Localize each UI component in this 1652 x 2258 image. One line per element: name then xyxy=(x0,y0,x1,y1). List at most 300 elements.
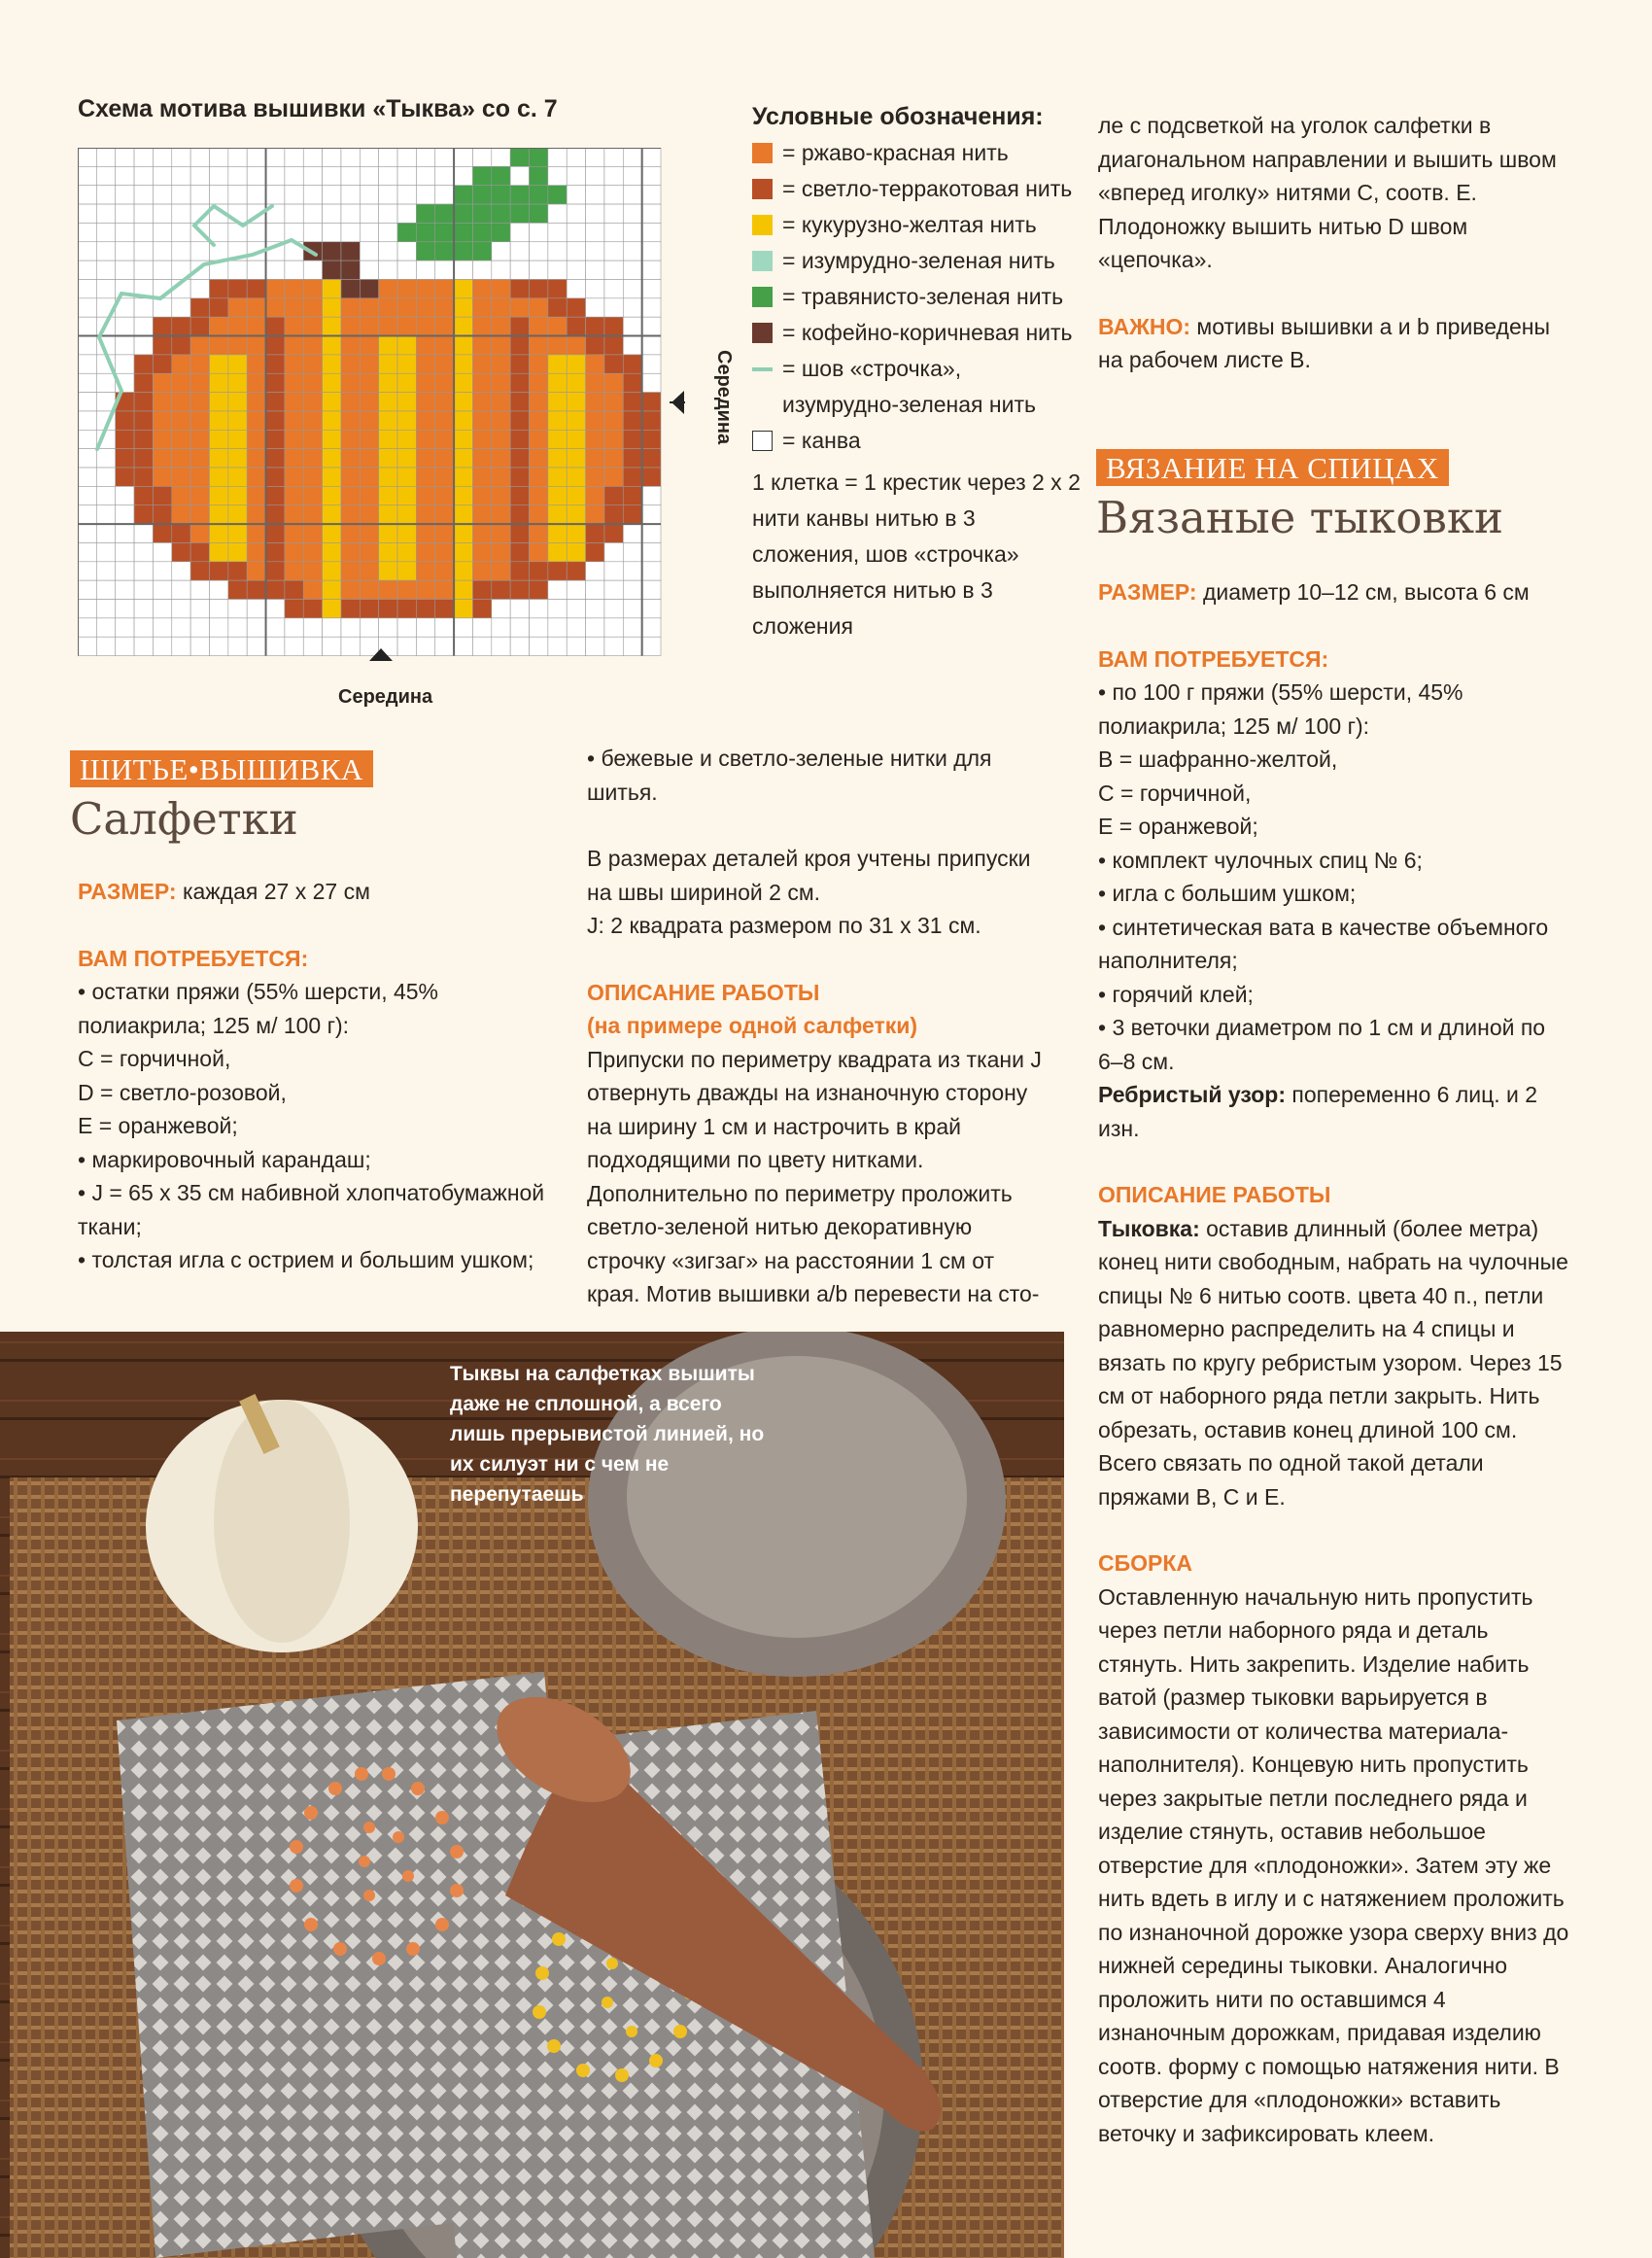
assembly-label: СБОРКА xyxy=(1098,1550,1193,1576)
chart-cell xyxy=(209,637,227,655)
chart-cell xyxy=(379,298,397,317)
chart-cell xyxy=(642,373,661,392)
chart-cell xyxy=(341,355,360,373)
chart-cell xyxy=(209,336,227,355)
chart-cell xyxy=(341,393,360,411)
chart-cell xyxy=(190,580,209,599)
chart-cell xyxy=(285,317,303,335)
chart-cell xyxy=(586,148,604,166)
chart-cell xyxy=(623,505,641,524)
chart-cell xyxy=(266,298,285,317)
chart-cell xyxy=(567,468,585,486)
chart-cell xyxy=(247,166,265,185)
chart-cell xyxy=(153,600,171,618)
chart-cell xyxy=(190,430,209,448)
chart-cell xyxy=(247,486,265,504)
chart-cell xyxy=(172,618,190,637)
chart-cell xyxy=(586,524,604,542)
chart-cell xyxy=(379,468,397,486)
chart-cell xyxy=(190,298,209,317)
chart-cell xyxy=(530,355,548,373)
legend-item-label: = кукурузно-желтая нить xyxy=(782,212,1037,237)
chart-cell xyxy=(586,204,604,223)
chart-cell xyxy=(341,279,360,297)
chart-cell xyxy=(228,580,247,599)
chart-cell xyxy=(492,298,510,317)
chart-cell xyxy=(285,166,303,185)
chart-cell xyxy=(510,148,529,166)
chart-cell xyxy=(435,468,454,486)
chart-cell xyxy=(642,430,661,448)
chart-cell xyxy=(323,580,341,599)
chart-cell xyxy=(247,542,265,561)
chart-cell xyxy=(228,430,247,448)
chart-cell xyxy=(247,261,265,279)
chart-cell xyxy=(78,298,96,317)
chart-cell xyxy=(548,317,567,335)
chart-cell xyxy=(190,600,209,618)
chart-cell xyxy=(567,393,585,411)
legend-item xyxy=(752,135,1083,171)
chart-cell xyxy=(548,166,567,185)
chart-cell xyxy=(623,223,641,241)
chart-cell xyxy=(360,411,378,430)
chart-cell xyxy=(323,355,341,373)
chart-cell xyxy=(642,562,661,580)
chart-cell xyxy=(360,223,378,241)
chart-cell xyxy=(303,223,322,241)
chart-title: Схема мотива вышивки «Тыква» со с. 7 xyxy=(78,95,558,122)
chart-cell xyxy=(623,298,641,317)
chart-cell xyxy=(642,223,661,241)
chart-cell xyxy=(567,505,585,524)
chart-cell xyxy=(510,298,529,317)
chart-cell xyxy=(116,524,134,542)
chart-cell xyxy=(285,393,303,411)
chart-cell xyxy=(360,148,378,166)
chart-cell xyxy=(172,562,190,580)
chart-cell xyxy=(134,186,153,204)
chart-cell xyxy=(360,355,378,373)
chart-cell xyxy=(360,393,378,411)
chart-cell xyxy=(492,618,510,637)
chart-cell xyxy=(548,486,567,504)
chart-cell xyxy=(397,505,416,524)
chart-cell xyxy=(153,580,171,599)
chart-cell xyxy=(116,618,134,637)
chart-cell xyxy=(134,411,153,430)
chart-cell xyxy=(416,204,434,223)
list-item: • толстая игла с острием и большим ушком; xyxy=(78,1247,534,1272)
chart-cell xyxy=(303,449,322,468)
chart-cell xyxy=(435,204,454,223)
chart-cell xyxy=(379,505,397,524)
chart-cell xyxy=(190,373,209,392)
chart-cell xyxy=(379,242,397,261)
chart-cell xyxy=(567,298,585,317)
chart-cell xyxy=(379,562,397,580)
chart-cell xyxy=(303,336,322,355)
chart-cell xyxy=(548,148,567,166)
legend-item-line xyxy=(752,351,1083,423)
chart-cell xyxy=(360,430,378,448)
chart-cell xyxy=(416,411,434,430)
chart-cell xyxy=(303,261,322,279)
knitting-category-band: ВЯЗАНИЕ НА СПИЦАХ xyxy=(1096,449,1449,486)
chart-cell xyxy=(323,373,341,392)
list-item: • маркировочный карандаш; xyxy=(78,1146,371,1172)
chart-cell xyxy=(190,449,209,468)
chart-cell xyxy=(266,411,285,430)
napkins-needs-label: ВАМ ПОТРЕБУЕТСЯ: xyxy=(78,945,309,971)
chart-cell xyxy=(642,355,661,373)
chart-cell xyxy=(266,542,285,561)
chart-cell xyxy=(416,393,434,411)
chart-cell xyxy=(548,261,567,279)
chart-cell xyxy=(134,148,153,166)
chart-cell xyxy=(623,637,641,655)
chart-cell xyxy=(266,505,285,524)
chart-cell xyxy=(190,336,209,355)
color-swatch xyxy=(752,215,773,235)
chart-cell xyxy=(397,542,416,561)
chart-cell xyxy=(172,505,190,524)
chart-cell xyxy=(247,505,265,524)
chart-cell xyxy=(228,336,247,355)
chart-cell xyxy=(285,580,303,599)
chart-cell xyxy=(323,242,341,261)
chart-cell xyxy=(530,261,548,279)
chart-cell xyxy=(153,336,171,355)
chart-cell xyxy=(172,449,190,468)
chart-cell xyxy=(623,148,641,166)
chart-cell xyxy=(567,430,585,448)
chart-cell xyxy=(285,355,303,373)
chart-cell xyxy=(567,166,585,185)
chart-cell xyxy=(472,298,491,317)
chart-cell xyxy=(586,468,604,486)
chart-cell xyxy=(548,430,567,448)
chart-cell xyxy=(416,186,434,204)
chart-cell xyxy=(492,393,510,411)
chart-cell xyxy=(209,486,227,504)
chart-cell xyxy=(416,486,434,504)
chart-cell xyxy=(379,411,397,430)
chart-cell xyxy=(303,393,322,411)
pumpkin-text: оставив длинный (более метра) конец нити свободным, набрать на чулочные спицы № 6 нитью соотв. цвета 40 п., петли равномерно распределить на 4 спицы и вязать по кругу ребристым узором. Через 15 см от наборного ряда петли закрыть. Нить обрезать, оставив конец длиной 100 см. Всего связать по одной такой детали пряжами B, C и E. xyxy=(1098,1215,1568,1510)
chart-cell xyxy=(78,600,96,618)
chart-cell xyxy=(586,600,604,618)
chart-cell xyxy=(548,505,567,524)
chart-cell xyxy=(397,261,416,279)
chart-cell xyxy=(530,486,548,504)
chart-cell xyxy=(604,430,623,448)
chart-cell xyxy=(78,562,96,580)
chart-cell xyxy=(416,637,434,655)
chart-cell xyxy=(134,637,153,655)
chart-cell xyxy=(586,317,604,335)
chart-cell xyxy=(510,411,529,430)
chart-cell xyxy=(604,298,623,317)
chart-cell xyxy=(266,393,285,411)
allowance-text: В размерах деталей кроя учтены припуски на швы шириной 2 см. xyxy=(587,846,1031,905)
chart-cell xyxy=(586,637,604,655)
chart-cell xyxy=(153,393,171,411)
chart-cell xyxy=(510,618,529,637)
chart-cell xyxy=(548,542,567,561)
chart-cell xyxy=(266,166,285,185)
chart-cell xyxy=(209,373,227,392)
chart-cell xyxy=(435,618,454,637)
chart-cell xyxy=(228,637,247,655)
chart-cell xyxy=(586,373,604,392)
chart-cell xyxy=(548,562,567,580)
chart-cell xyxy=(530,279,548,297)
chart-cell xyxy=(360,449,378,468)
chart-cell xyxy=(303,486,322,504)
chart-cell xyxy=(153,562,171,580)
chart-cell xyxy=(435,430,454,448)
chart-cell xyxy=(247,223,265,241)
chart-cell xyxy=(78,542,96,561)
chart-cell xyxy=(247,524,265,542)
chart-cell xyxy=(510,505,529,524)
chart-cell xyxy=(134,336,153,355)
chart-cell xyxy=(341,618,360,637)
chart-cell xyxy=(586,618,604,637)
chart-cell xyxy=(228,166,247,185)
chart-cell xyxy=(548,618,567,637)
chart-cell xyxy=(567,204,585,223)
chart-cell xyxy=(303,505,322,524)
chart-cell xyxy=(530,298,548,317)
list-item: C = горчичной, xyxy=(1098,780,1252,806)
chart-cell xyxy=(492,505,510,524)
chart-cell xyxy=(642,186,661,204)
chart-cell xyxy=(435,148,454,166)
canvas-swatch xyxy=(752,431,773,451)
photo-caption: Тыквы на салфетках вышиты даже не сплошной, а всего лишь прерывистой линией, но их силуэт ни с чем не перепутаешь xyxy=(450,1363,765,1506)
chart-cell xyxy=(397,580,416,599)
chart-cell xyxy=(209,355,227,373)
chart-cell xyxy=(285,430,303,448)
chart-cell xyxy=(454,317,472,335)
chart-cell xyxy=(323,542,341,561)
chart-cell xyxy=(397,393,416,411)
legend-item-label: = кофейно-коричневая нить xyxy=(782,320,1073,345)
chart-cell xyxy=(604,373,623,392)
chart-cell xyxy=(153,242,171,261)
knitting-text xyxy=(1098,575,1574,2150)
chart-cell xyxy=(510,449,529,468)
chart-cell xyxy=(454,449,472,468)
list-item: • по 100 г пряжи (55% шерсти, 45% полиакрила; 125 м/ 100 г): xyxy=(1098,679,1463,739)
chart-cell xyxy=(567,580,585,599)
chart-cell xyxy=(247,355,265,373)
chart-cell xyxy=(530,186,548,204)
chart-cell xyxy=(586,542,604,561)
chart-cell xyxy=(190,524,209,542)
chart-cell xyxy=(285,148,303,166)
chart-cell xyxy=(642,279,661,297)
chart-cell xyxy=(96,505,115,524)
chart-cell xyxy=(285,223,303,241)
chart-cell xyxy=(341,580,360,599)
list-item: • комплект чулочных спиц № 6; xyxy=(1098,847,1423,873)
chart-cell xyxy=(78,393,96,411)
chart-cell xyxy=(153,355,171,373)
chart-cell xyxy=(190,468,209,486)
chart-cell xyxy=(360,562,378,580)
list-item: • игла с большим ушком; xyxy=(1098,881,1357,906)
chart-cell xyxy=(266,637,285,655)
chart-cell xyxy=(379,542,397,561)
chart-cell xyxy=(454,186,472,204)
chart-cell xyxy=(228,505,247,524)
chart-cell xyxy=(78,336,96,355)
chart-cell xyxy=(341,204,360,223)
chart-cell xyxy=(153,505,171,524)
legend-item xyxy=(752,171,1083,207)
chart-cell xyxy=(530,449,548,468)
chart-cell xyxy=(623,242,641,261)
chart-cell xyxy=(247,317,265,335)
chart-cell xyxy=(416,468,434,486)
chart-cell xyxy=(397,336,416,355)
chart-cell xyxy=(190,562,209,580)
chart-cell xyxy=(397,562,416,580)
chart-cell xyxy=(416,336,434,355)
chart-cell xyxy=(360,524,378,542)
chart-cell xyxy=(642,618,661,637)
chart-cell xyxy=(209,317,227,335)
chart-cell xyxy=(172,166,190,185)
legend-item xyxy=(752,279,1083,315)
chart-cell xyxy=(379,148,397,166)
chart-cell xyxy=(303,186,322,204)
chart-cell xyxy=(530,393,548,411)
chart-cell xyxy=(209,600,227,618)
chart-cell xyxy=(96,148,115,166)
chart-cell xyxy=(379,166,397,185)
chart-cell xyxy=(96,486,115,504)
chart-cell xyxy=(586,449,604,468)
chart-cell xyxy=(285,449,303,468)
chart-cell xyxy=(454,261,472,279)
chart-cell xyxy=(548,411,567,430)
chart-cell xyxy=(472,542,491,561)
chart-cell xyxy=(323,618,341,637)
chart-cell xyxy=(228,355,247,373)
chart-cell xyxy=(416,166,434,185)
chart-cell xyxy=(435,411,454,430)
chart-cell xyxy=(247,430,265,448)
chart-cell xyxy=(209,223,227,241)
chart-cell xyxy=(492,204,510,223)
chart-cell xyxy=(303,373,322,392)
chart-cell xyxy=(397,166,416,185)
chart-cell xyxy=(586,580,604,599)
chart-cell xyxy=(172,580,190,599)
chart-cell xyxy=(116,317,134,335)
chart-cell xyxy=(285,298,303,317)
chart-cell xyxy=(472,600,491,618)
chart-cell xyxy=(435,580,454,599)
chart-cell xyxy=(78,148,96,166)
chart-cell xyxy=(341,505,360,524)
chart-cell xyxy=(435,242,454,261)
chart-cell xyxy=(360,336,378,355)
chart-cell xyxy=(360,600,378,618)
chart-cell xyxy=(530,430,548,448)
chart-cell xyxy=(96,186,115,204)
list-item: • 3 веточки диаметром по 1 см и длиной по 6–8 см. xyxy=(1098,1015,1546,1074)
chart-cell xyxy=(586,336,604,355)
chart-cell xyxy=(303,430,322,448)
chart-cell xyxy=(116,449,134,468)
chart-cell xyxy=(492,279,510,297)
chart-cell xyxy=(116,411,134,430)
chart-cell xyxy=(134,261,153,279)
chart-cell xyxy=(190,411,209,430)
chart-cell xyxy=(303,279,322,297)
middle-label-bottom: Середина xyxy=(338,686,433,708)
chart-cell xyxy=(266,468,285,486)
chart-cell xyxy=(604,204,623,223)
chart-cell xyxy=(379,317,397,335)
chart-cell xyxy=(397,373,416,392)
chart-cell xyxy=(209,542,227,561)
chart-cell xyxy=(642,505,661,524)
chart-cell xyxy=(604,242,623,261)
chart-cell xyxy=(228,524,247,542)
chart-cell xyxy=(153,524,171,542)
chart-cell xyxy=(416,600,434,618)
chart-cell xyxy=(153,430,171,448)
chart-cell xyxy=(604,449,623,468)
chart-cell xyxy=(379,430,397,448)
chart-cell xyxy=(247,336,265,355)
chart-cell xyxy=(530,618,548,637)
chart-cell xyxy=(209,298,227,317)
chart-cell xyxy=(228,373,247,392)
chart-cell xyxy=(134,505,153,524)
chart-cell xyxy=(172,204,190,223)
chart-cell xyxy=(567,486,585,504)
chart-cell xyxy=(341,242,360,261)
chart-cell xyxy=(228,562,247,580)
chart-cell xyxy=(454,430,472,448)
chart-cell xyxy=(435,279,454,297)
chart-cell xyxy=(492,148,510,166)
chart-cell xyxy=(472,336,491,355)
chart-cell xyxy=(604,148,623,166)
chart-cell xyxy=(153,317,171,335)
chart-cell xyxy=(341,562,360,580)
chart-cell xyxy=(472,393,491,411)
chart-cell xyxy=(604,618,623,637)
chart-cell xyxy=(642,393,661,411)
chart-cell xyxy=(360,279,378,297)
chart-cell xyxy=(379,223,397,241)
chart-cell xyxy=(623,166,641,185)
chart-cell xyxy=(642,449,661,468)
chart-cell xyxy=(454,580,472,599)
chart-cell xyxy=(134,298,153,317)
chart-cell xyxy=(642,336,661,355)
chart-cell xyxy=(567,317,585,335)
chart-cell xyxy=(454,542,472,561)
